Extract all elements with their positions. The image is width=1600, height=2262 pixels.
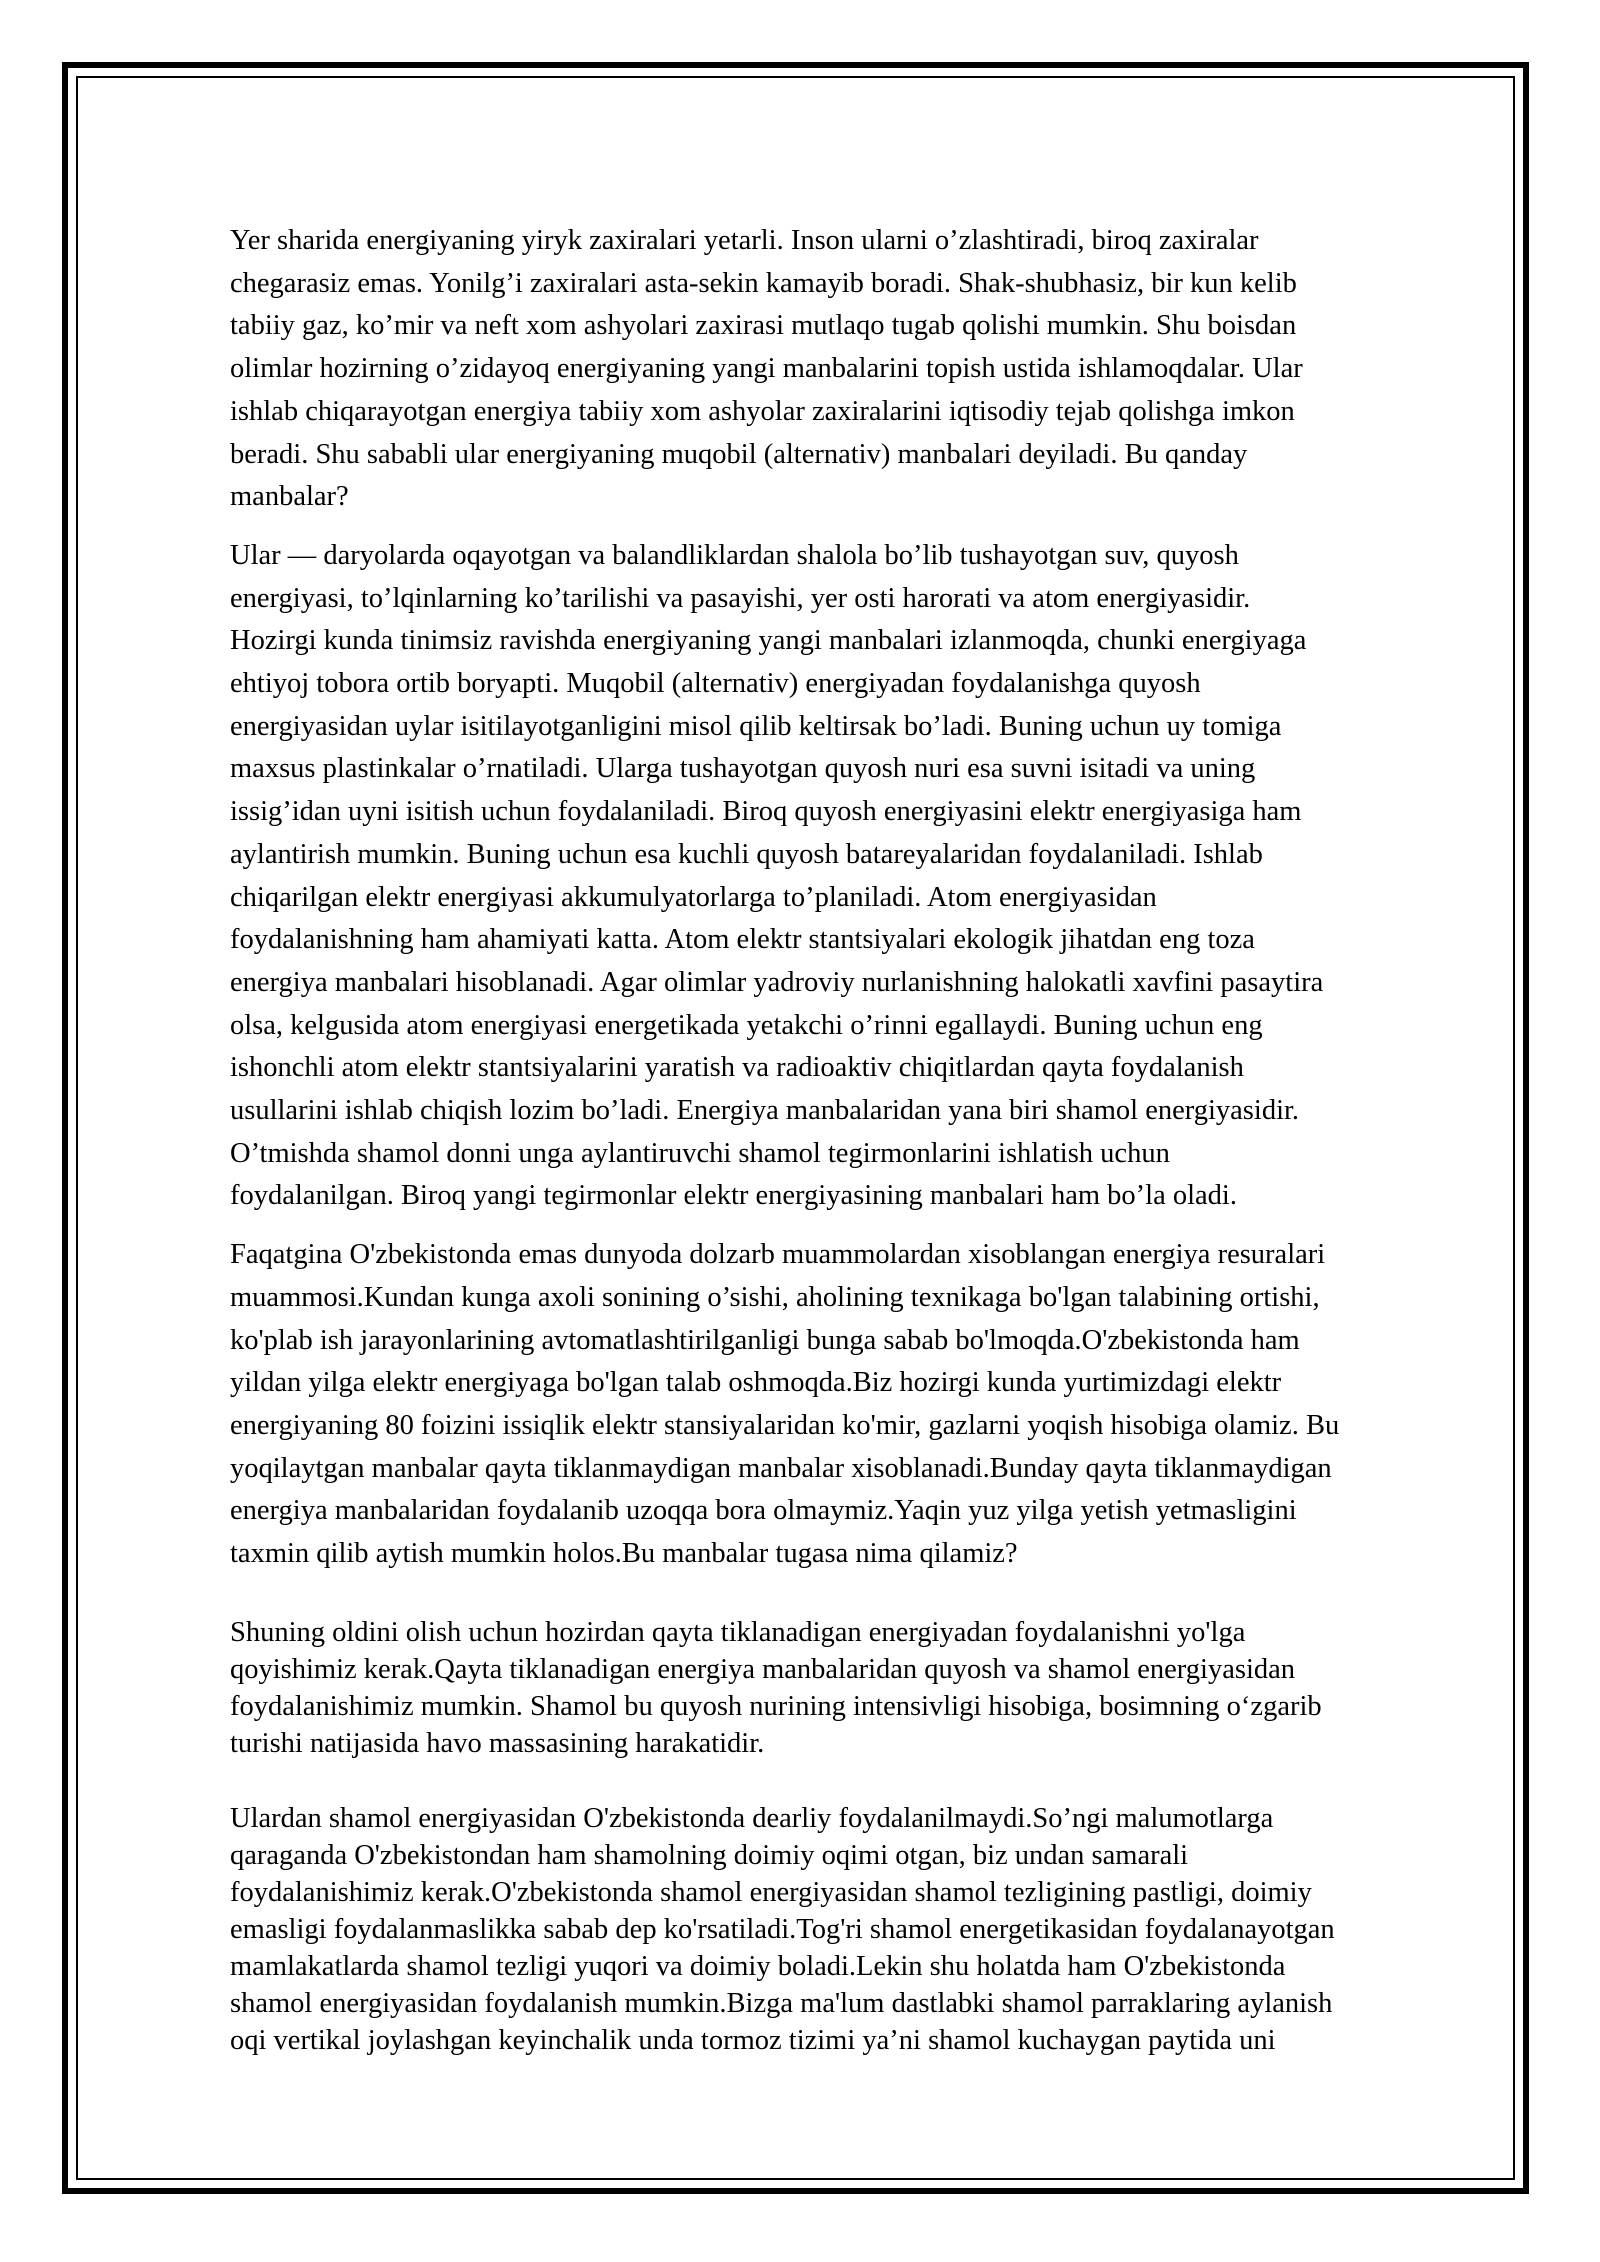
paragraph-5: Ulardan shamol energiyasidan O'zbekistonda dearliy foydalanilmaydi.So’ngi malumotlarga qaraganda O'zbekistondan ham shamolning doimiy oqimi otgan, biz undan samarali foydalanishimiz kerak.O'zbekistonda shamol energiyasidan shamol tezligining pastligi, doimiy emasligi foydalanmaslikka sabab dep ko'rsatiladi.Tog'ri shamol energetikasidan foydalanayotgan mamlakatlarda shamol tezligi yuqori va doimiy boladi.Lekin shu holatda ham O'zbekistonda shamol energiyasidan foydalanish mumkin.Bizga ma'lum dastlabki shamol parraklaring aylanish oqi vertikal joylashgan keyinchalik unda tormoz tizimi ya’ni shamol kuchaygan paytida uni	[230, 1802, 1335, 2056]
document-body	[230, 220, 1490, 2097]
paragraph-4: Shuning oldini olish uchun hozirdan qayta tiklanadigan energiyadan foydalanishni yo'lga qoyishimiz kerak.Qayta tiklanadigan energiya manbalaridan quyosh va shamol energiyasidan foydalanishimiz mumkin. Shamol bu quyosh nurining intensivligi hisobiga, bosimning o‘zgarib turishi natijasida havo massasining harakatidir.	[230, 1616, 1322, 1759]
paragraph-1: Yer sharida energiyaning yiryk zaxiralari yetarli. Inson ularni o’zlashtiradi, biroq zaxiralar chegarasiz emas. Yonilg’i zaxiralari asta-sekin kamayib boradi. Shak-shubhasiz, bir kun kelib tabiiy gaz, ko’mir va neft xom ashyolari zaxirasi mutlaqo tugab qolishi mumkin. Shu boisdan olimlar hozirning o’zidayoq energiyaning yangi manbalarini topish ustida ishlamoqdalar. Ular ishlab chiqarayotgan energiya tabiiy xom ashyolar zaxiralarini iqtisodiy tejab qolishga imkon beradi. Shu sababli ular energiyaning muqobil (alternativ) manbalari deyiladi. Bu qanday manbalar?	[230, 225, 1303, 513]
paragraph-3: Faqatgina O'zbekistonda emas dunyoda dolzarb muammolardan xisoblangan energiya resuralari muammosi.Kundan kunga axoli sonining o’sishi, aholining texnikaga bo'lgan talabining ortishi, ko'plab ish jarayonlarining avtomatlashtirilganligi bunga sabab bo'lmoqda.O'zbekistonda ham yildan yilga elektr energiyaga bo'lgan talab oshmoqda.Biz hozirgi kunda yurtimizdagi elektr energiyaning 80 foizini issiqlik elektr stansiyalaridan ko'mir, gazlarni yoqish hisobiga olamiz. Bu yoqilaytgan manbalar qayta tiklanmaydigan manbalar xisoblanadi.Bunday qayta tiklanmaydigan energiya manbalaridan foydalanib uzoqqa bora olmaymiz.Yaqin yuz yilga yetish yetmasligini taxmin qilib aytish mumkin holos.Bu manbalar tugasa nima qilamiz?	[230, 1239, 1340, 1570]
paragraph-2: Ular — daryolarda oqayotgan va balandliklardan shalola bo’lib tushayotgan suv, quyosh energiyasi, to’lqinlarning ko’tarilishi va pasayishi, yer osti harorati va atom energiyasidir. Hozirgi kunda tinimsiz ravishda energiyaning yangi manbalari izlanmoqda, chunki energiyaga ehtiyoj tobora ortib boryapti. Muqobil (alternativ) energiyadan foydalanishga quyosh energiyasidan uylar isitilayotganligini misol qilib keltirsak bo’ladi. Buning uchun uy tomiga maxsus plastinkalar o’rnatiladi. Ularga tushayotgan quyosh nuri esa suvni isitadi va uning issig’idan uyni isitish uchun foydalaniladi. Biroq quyosh energiyasini elektr energiyasiga ham aylantirish mumkin. Buning uchun esa kuchli quyosh batareyalaridan foydalaniladi. Ishlab chiqarilgan elektr energiyasi akkumulyatorlarga to’planiladi. Atom energiyasidan foydalanishning ham ahamiyati katta. Atom elektr stantsiyalari ekologik jihatdan eng toza energiya manbalari hisoblanadi. Agar olimlar yadroviy nurlanishning halokatli xavfini pasaytira olsa, kelgusida atom energiyasi energetikada yetakchi o’rinni egallaydi. Buning uchun eng ishonchli atom elektr stantsiyalarini yaratish va radioaktiv chiqitlardan qayta foydalanish usullarini ishlab chiqish lozim bo’ladi. Energiya manbalaridan yana biri shamol energiyasidir. O’tmishda shamol donni unga aylantiruvchi shamol tegirmonlarini ishlatish uchun foydalanilgan. Biroq yangi tegirmonlar elektr energiyasining manbalari ham bo’la oladi.	[230, 539, 1324, 1212]
